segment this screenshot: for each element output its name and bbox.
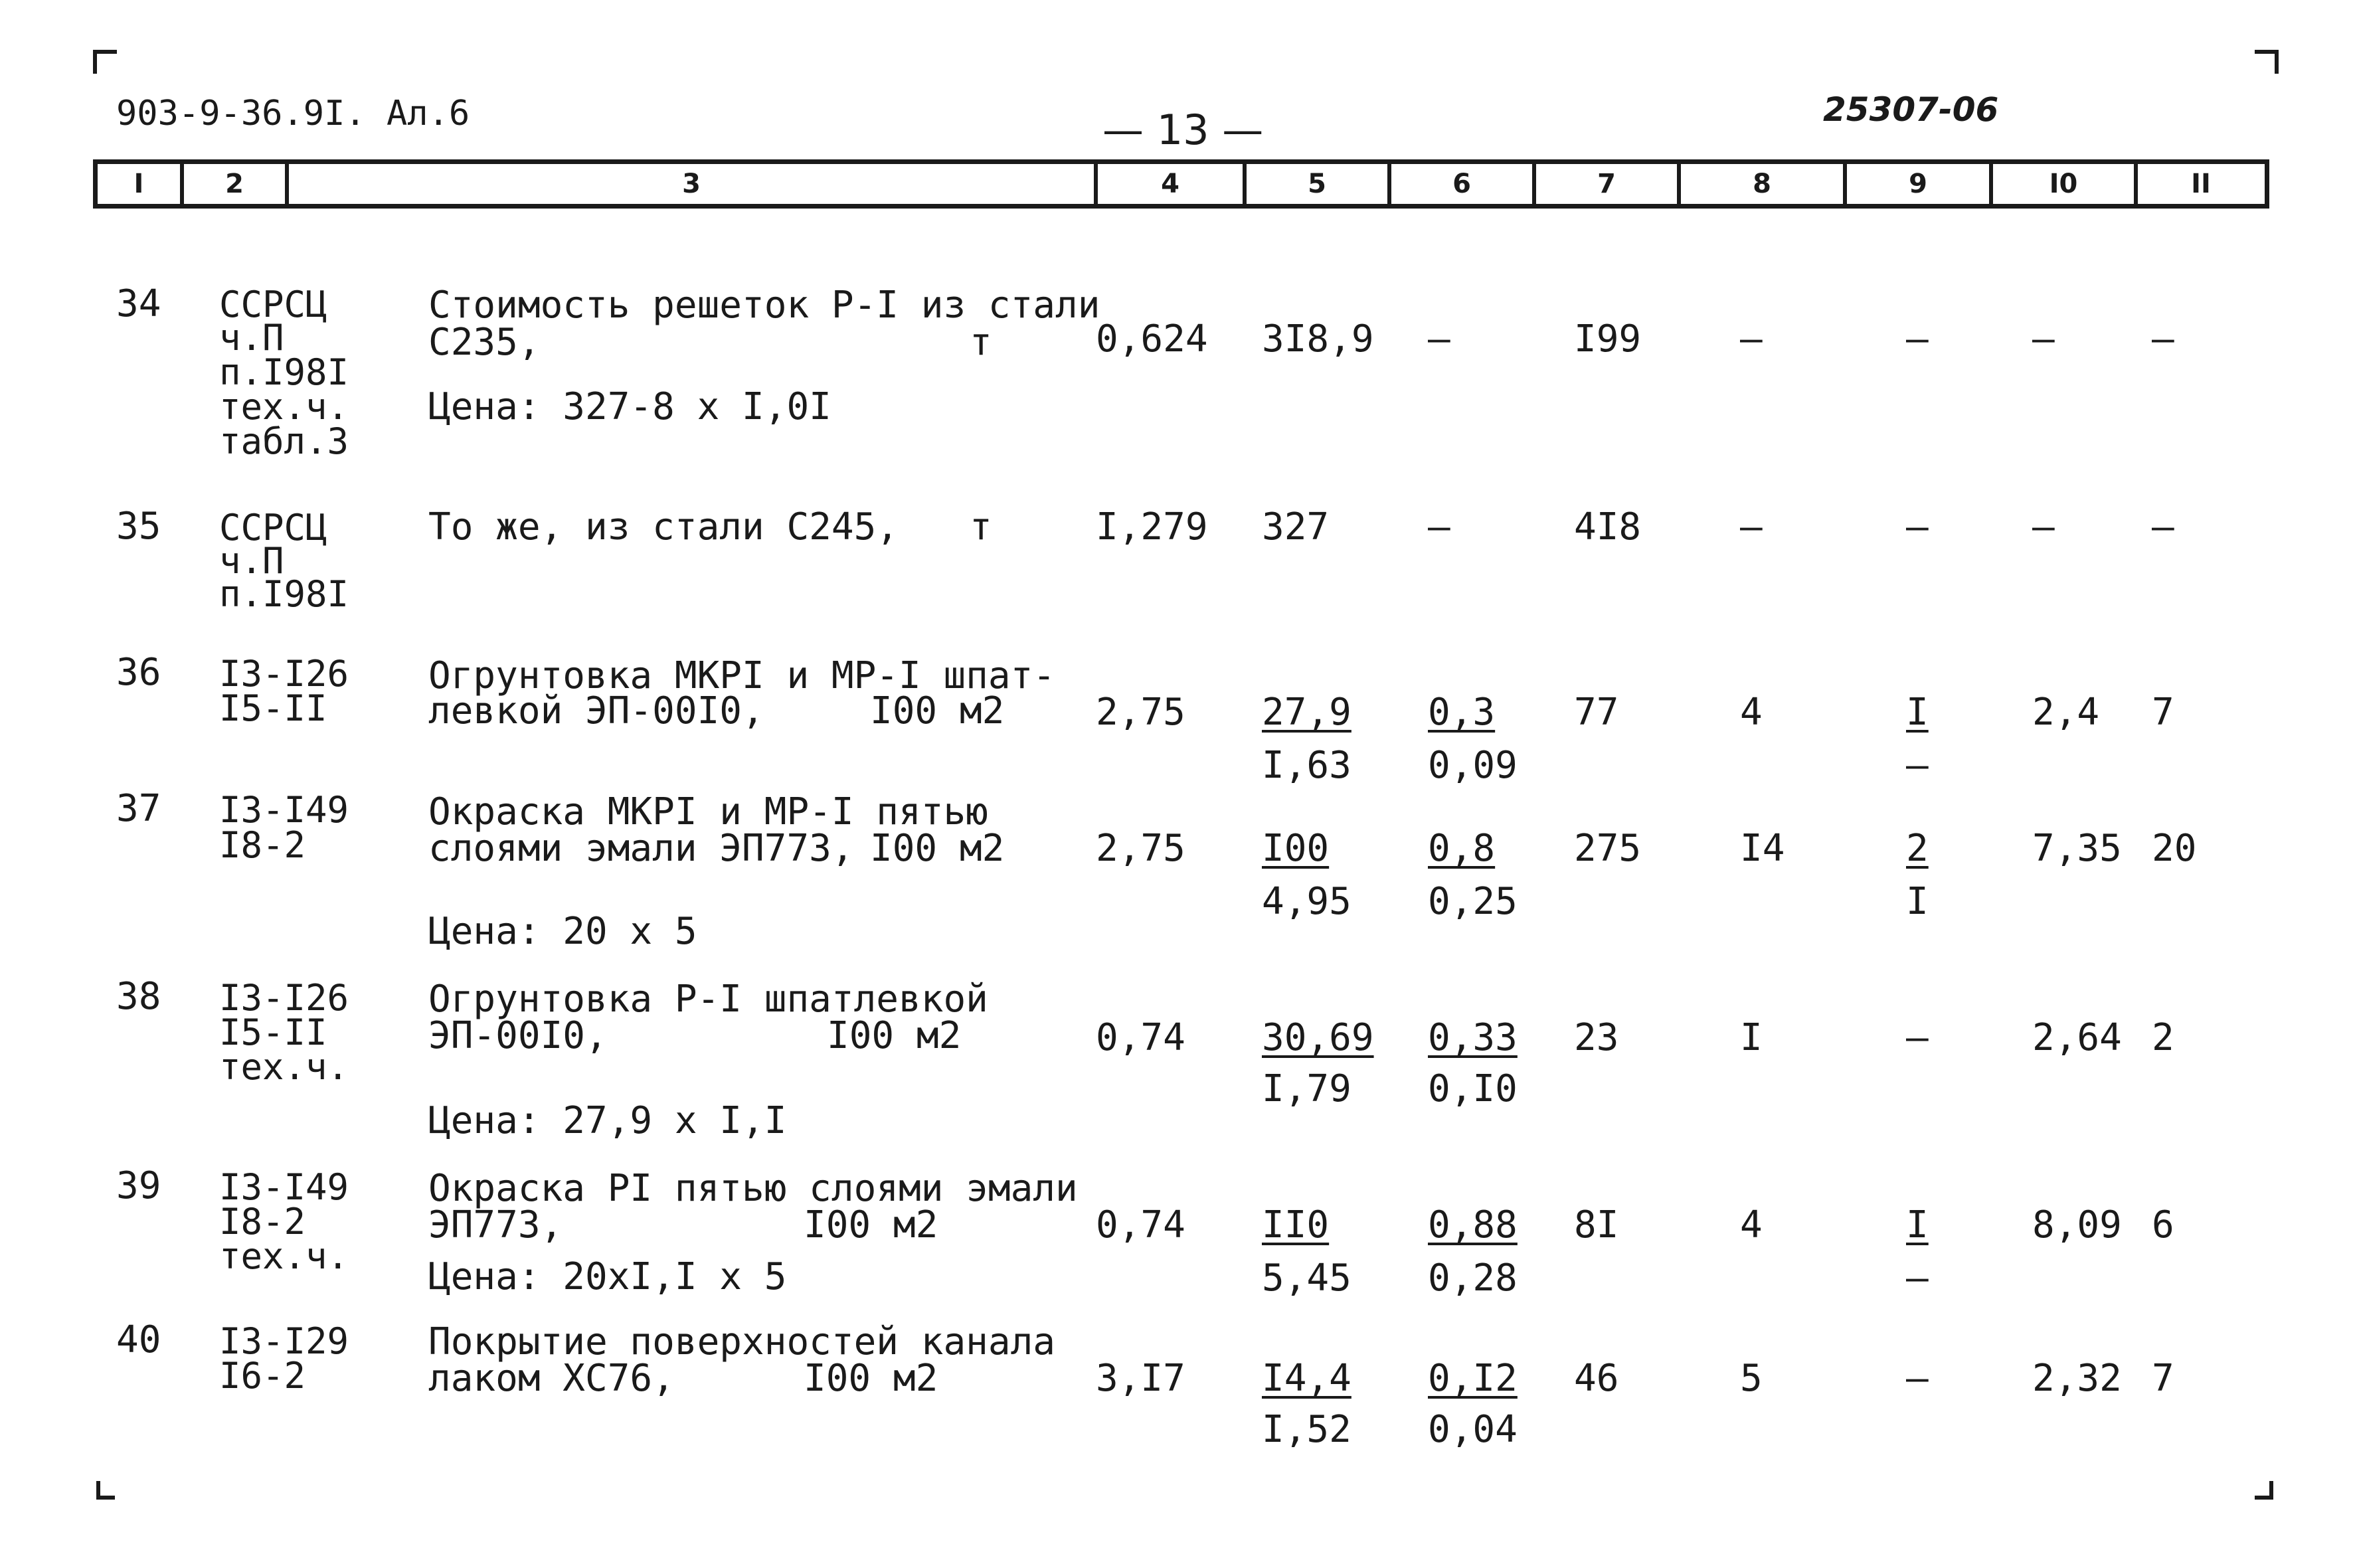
quantity: 2,75 <box>1096 827 1185 870</box>
total-wages: 4 <box>1740 1203 1763 1247</box>
reference-code: I8-2 <box>219 1201 306 1243</box>
wage-cost-sub: 0,25 <box>1428 880 1518 923</box>
machine-cost: – <box>1906 505 1929 549</box>
work-description: С235, <box>428 321 541 364</box>
total-cost: 23 <box>1574 1016 1619 1059</box>
work-description: слоями эмали ЭП773, <box>428 827 854 870</box>
unit-cost-wages: 5,45 <box>1262 1257 1351 1300</box>
row-number: 34 <box>116 282 161 325</box>
wage-cost: 0,3 <box>1428 691 1496 734</box>
unit-cost: I00 <box>1262 827 1330 870</box>
unit-cost-wages: I,63 <box>1262 744 1351 787</box>
reference-code: ССРСЦ <box>219 507 327 549</box>
total-cost: 4I8 <box>1574 505 1642 549</box>
reference-code: I3-I49 <box>219 1166 349 1208</box>
corner-mark-bottom-right <box>2255 1481 2273 1500</box>
unit-of-measure: т <box>970 321 992 364</box>
work-description: левкой ЭП-00I0, <box>428 689 764 733</box>
labor-total: 7 <box>2152 691 2174 734</box>
machine-cost: I <box>1906 691 1929 734</box>
total-wages: – <box>1740 505 1763 549</box>
column-header: I0 <box>1993 164 2138 204</box>
total-wages: I4 <box>1740 827 1785 870</box>
quantity: 2,75 <box>1096 691 1185 734</box>
reference-code: ч.П <box>219 540 284 582</box>
unit-cost: II0 <box>1262 1203 1330 1247</box>
unit-cost: 27,9 <box>1262 691 1351 734</box>
labor-per-unit: 7,35 <box>2032 827 2122 870</box>
unit-cost: 327 <box>1262 505 1330 549</box>
reference-code: п.I98I <box>219 573 349 615</box>
wage-cost: 0,33 <box>1428 1016 1518 1059</box>
reference-code: I3-I29 <box>219 1320 349 1362</box>
reference-code: I3-I49 <box>219 789 349 831</box>
wage-cost-sub: 0,I0 <box>1428 1067 1518 1110</box>
unit-cost: 30,69 <box>1262 1016 1374 1059</box>
machine-cost: I <box>1906 1203 1929 1247</box>
work-description: Окраска МКРI и МР-I пятью <box>428 790 988 833</box>
work-description: Окраска РI пятью слоями эмали <box>428 1167 1078 1210</box>
machine-cost-sub: – <box>1906 744 1929 787</box>
column-header: 3 <box>289 164 1098 204</box>
labor-per-unit: 8,09 <box>2032 1203 2122 1247</box>
total-wages: 4 <box>1740 691 1763 734</box>
document-code: 903-9-36.9I. Ал.6 <box>116 94 470 133</box>
machine-cost-sub: I <box>1906 880 1929 923</box>
row-number: 36 <box>116 651 161 694</box>
unit-of-measure: т <box>970 505 992 549</box>
labor-total: – <box>2152 505 2174 549</box>
total-wages: 5 <box>1740 1357 1763 1400</box>
work-description: ЭП-00I0, <box>428 1014 608 1057</box>
reference-code: ССРСЦ <box>219 284 327 325</box>
corner-mark-top-left <box>93 50 117 74</box>
work-description: ЭП773, <box>428 1203 563 1247</box>
unit-cost-wages: I,52 <box>1262 1408 1351 1451</box>
reference-code: ч.П <box>219 317 284 359</box>
work-description: Покрытие поверхностей канала <box>428 1320 1056 1363</box>
quantity: 0,624 <box>1096 317 1208 361</box>
column-header: 4 <box>1098 164 1247 204</box>
total-cost: 77 <box>1574 691 1619 734</box>
unit-of-measure: I00 м2 <box>870 689 1005 733</box>
labor-per-unit: – <box>2032 505 2055 549</box>
wage-cost: – <box>1428 317 1450 361</box>
unit-cost-wages: I,79 <box>1262 1067 1351 1110</box>
unit-of-measure: I00 м2 <box>804 1203 938 1247</box>
reference-code: тех.ч. <box>219 1046 349 1088</box>
labor-total: 2 <box>2152 1016 2174 1059</box>
column-header: 5 <box>1247 164 1391 204</box>
quantity: 0,74 <box>1096 1016 1185 1059</box>
wage-cost: – <box>1428 505 1450 549</box>
work-description: Огрунтовка МКРI и МР-I шпат- <box>428 654 1056 697</box>
machine-cost: 2 <box>1906 827 1929 870</box>
sheet-code: 25307-06 <box>1823 90 1999 129</box>
price-formula: Цена: 27,9 х I,I <box>428 1099 787 1142</box>
labor-per-unit: 2,4 <box>2032 691 2100 734</box>
labor-per-unit: 2,64 <box>2032 1016 2122 1059</box>
corner-mark-top-right <box>2255 50 2279 74</box>
quantity: 3,I7 <box>1096 1357 1185 1400</box>
column-header: I <box>98 164 184 204</box>
wage-cost: 0,88 <box>1428 1203 1518 1247</box>
row-number: 39 <box>116 1164 161 1207</box>
reference-code: I5-II <box>219 687 327 729</box>
wage-cost: 0,I2 <box>1428 1357 1518 1400</box>
quantity: I,279 <box>1096 505 1208 549</box>
work-description: Стоимость решеток Р-I из стали <box>428 284 1100 327</box>
wage-cost-sub: 0,04 <box>1428 1408 1518 1451</box>
page-number: — 13 — <box>1102 106 1264 154</box>
unit-cost-wages: 4,95 <box>1262 880 1351 923</box>
wage-cost-sub: 0,09 <box>1428 744 1518 787</box>
column-header: 7 <box>1536 164 1681 204</box>
reference-code: тех.ч. <box>219 386 349 428</box>
quantity: 0,74 <box>1096 1203 1185 1247</box>
total-cost: 275 <box>1574 827 1642 870</box>
unit-cost: I4,4 <box>1262 1357 1351 1400</box>
wage-cost: 0,8 <box>1428 827 1496 870</box>
reference-code: табл.3 <box>219 420 349 462</box>
unit-cost: 3I8,9 <box>1262 317 1374 361</box>
reference-code: I6-2 <box>219 1355 306 1397</box>
machine-cost-sub: – <box>1906 1257 1929 1300</box>
row-number: 40 <box>116 1318 161 1361</box>
machine-cost: – <box>1906 1357 1929 1400</box>
reference-code: тех.ч. <box>219 1235 349 1277</box>
column-header: II <box>2191 169 2211 199</box>
reference-code: I3-I26 <box>219 653 349 695</box>
labor-total: – <box>2152 317 2174 361</box>
total-cost: 8I <box>1574 1203 1619 1247</box>
machine-cost: – <box>1906 317 1929 361</box>
column-header-row <box>93 159 2269 209</box>
reference-code: п.I98I <box>219 351 349 393</box>
column-header: 2 <box>184 164 289 204</box>
price-formula: Цена: 327-8 х I,0I <box>428 385 831 428</box>
labor-total: 6 <box>2152 1203 2174 1247</box>
reference-code: I8-2 <box>219 824 306 866</box>
total-wages: – <box>1740 317 1763 361</box>
total-cost: I99 <box>1574 317 1642 361</box>
row-number: 37 <box>116 787 161 830</box>
labor-total: 20 <box>2152 827 2197 870</box>
unit-of-measure: I00 м2 <box>827 1014 962 1057</box>
price-formula: Цена: 20хI,I х 5 <box>428 1255 787 1298</box>
row-number: 35 <box>116 505 161 548</box>
reference-code: I5-II <box>219 1011 327 1053</box>
work-description: Огрунтовка Р-I шпатлевкой <box>428 978 988 1021</box>
unit-of-measure: I00 м2 <box>804 1357 938 1400</box>
column-header: 6 <box>1391 164 1536 204</box>
work-description: То же, из стали С245, <box>428 505 899 549</box>
row-number: 38 <box>116 975 161 1018</box>
labor-per-unit: 2,32 <box>2032 1357 2122 1400</box>
unit-of-measure: I00 м2 <box>870 827 1005 870</box>
total-wages: I <box>1740 1016 1763 1059</box>
work-description: лаком ХС76, <box>428 1357 675 1400</box>
wage-cost-sub: 0,28 <box>1428 1257 1518 1300</box>
machine-cost: – <box>1906 1016 1929 1059</box>
labor-total: 7 <box>2152 1357 2174 1400</box>
total-cost: 46 <box>1574 1357 1619 1400</box>
price-formula: Цена: 20 х 5 <box>428 910 697 953</box>
reference-code: I3-I26 <box>219 977 349 1019</box>
column-header: 8 <box>1681 164 1847 204</box>
corner-mark-bottom-left <box>96 1481 115 1500</box>
column-header: 9 <box>1847 164 1993 204</box>
labor-per-unit: – <box>2032 317 2055 361</box>
